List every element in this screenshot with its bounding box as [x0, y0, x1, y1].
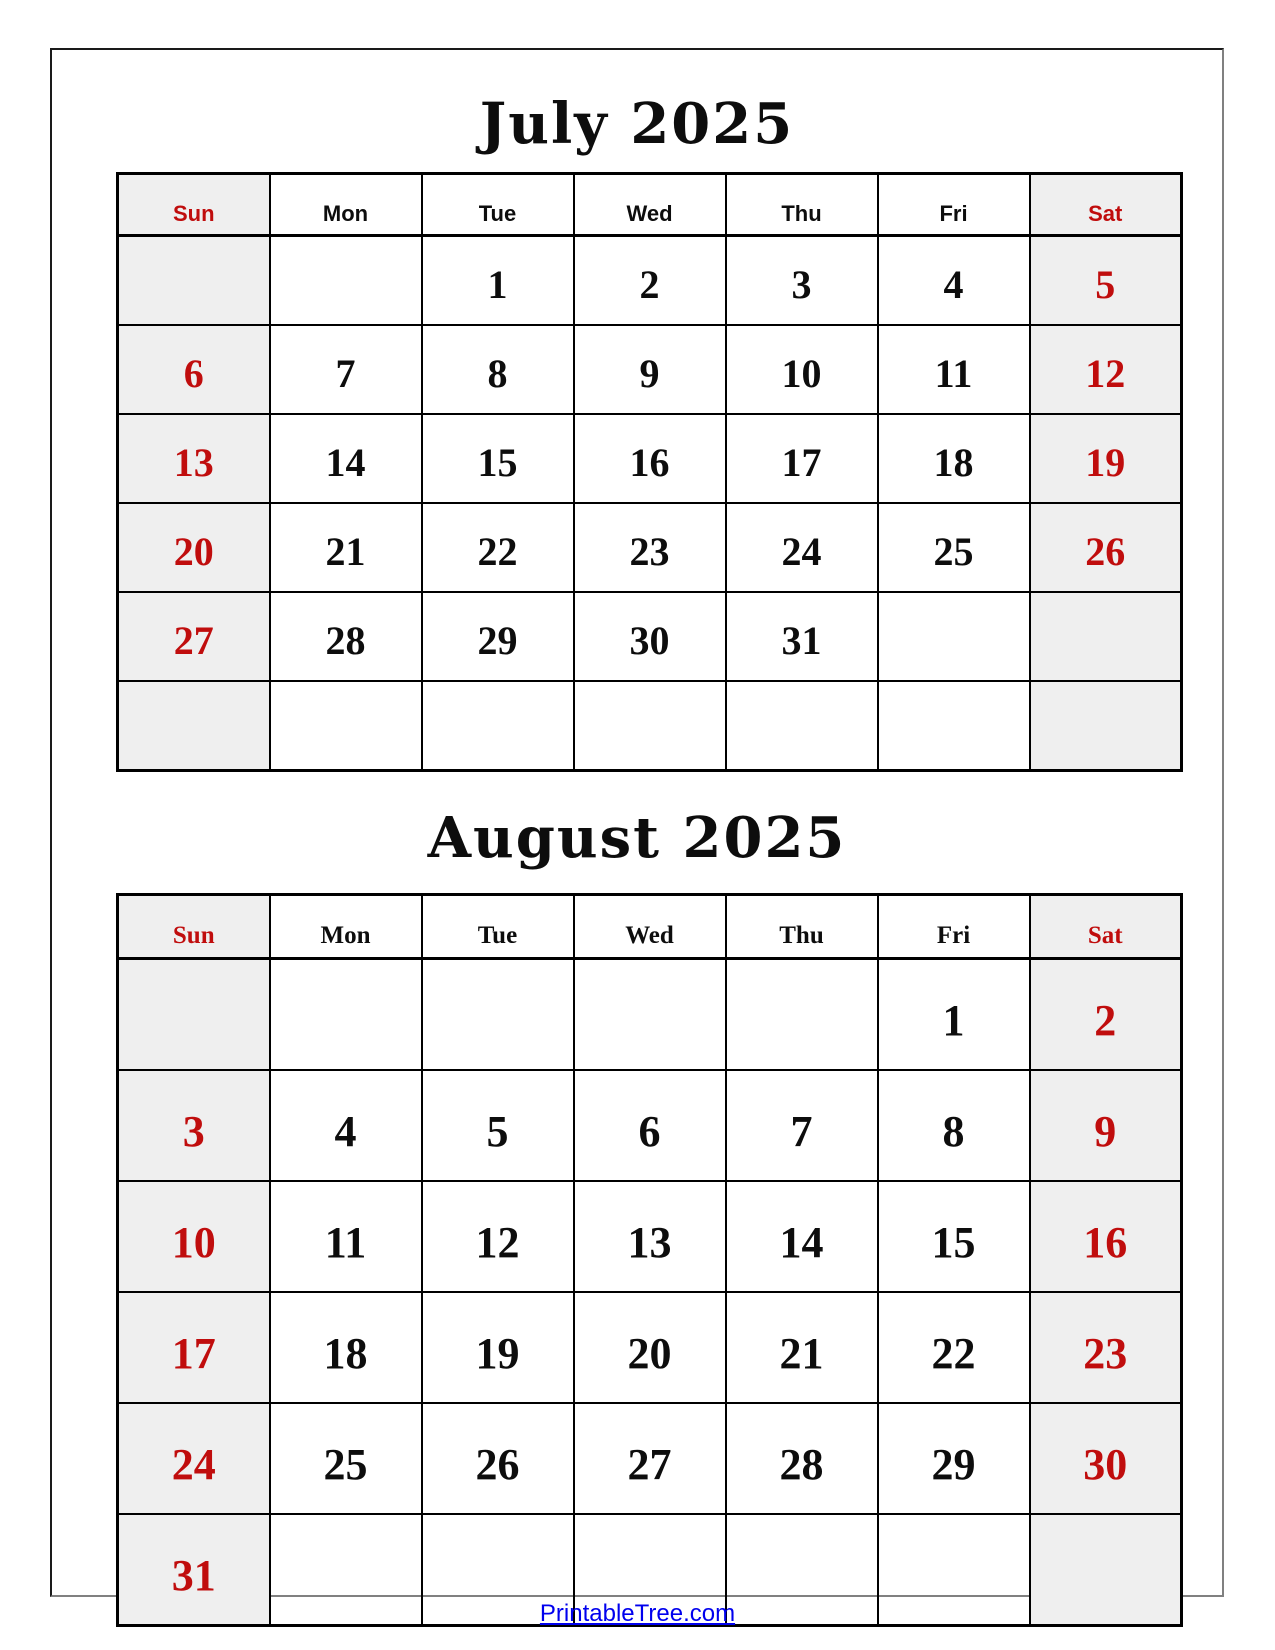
day-cell-2: 2 [1030, 959, 1182, 1071]
calendar-august [52, 772, 1222, 1628]
day-cell-7: 7 [270, 325, 422, 414]
day-cell-10: 10 [118, 1181, 270, 1292]
weekday-header-sun: Sun [118, 173, 270, 235]
day-cell-3: 3 [726, 235, 878, 325]
weekday-header-fri: Fri [878, 895, 1030, 959]
day-cell-empty [270, 235, 422, 325]
day-cell-5: 5 [1030, 235, 1182, 325]
day-cell-27: 27 [118, 592, 270, 681]
day-cell-empty [878, 592, 1030, 681]
month-title-july: July 2025 [479, 91, 795, 157]
day-cell-22: 22 [878, 1292, 1030, 1403]
week-row [118, 1292, 1182, 1403]
week-row [118, 592, 1182, 681]
weekday-header-wed: Wed [574, 173, 726, 235]
day-cell-11: 11 [878, 325, 1030, 414]
day-cell-26: 26 [1030, 503, 1182, 592]
day-cell-23: 23 [574, 503, 726, 592]
day-cell-12: 12 [1030, 325, 1182, 414]
day-cell-4: 4 [878, 235, 1030, 325]
calendar-table-august [116, 893, 1183, 1627]
week-row [118, 1181, 1182, 1292]
day-cell-empty [270, 681, 422, 771]
day-cell-29: 29 [422, 592, 574, 681]
day-cell-17: 17 [726, 414, 878, 503]
day-cell-21: 21 [270, 503, 422, 592]
day-cell-31: 31 [118, 1514, 270, 1626]
day-cell-empty [270, 959, 422, 1071]
day-cell-empty [422, 681, 574, 771]
day-cell-24: 24 [726, 503, 878, 592]
day-cell-4: 4 [270, 1070, 422, 1181]
calendar-july [52, 50, 1222, 772]
day-cell-6: 6 [574, 1070, 726, 1181]
week-row [118, 959, 1182, 1071]
calendar-body [118, 235, 1182, 770]
day-cell-empty [726, 681, 878, 771]
day-cell-5: 5 [422, 1070, 574, 1181]
weekday-header-sat: Sat [1030, 895, 1182, 959]
weekday-header-thu: Thu [726, 895, 878, 959]
day-cell-1: 1 [422, 235, 574, 325]
day-cell-30: 30 [574, 592, 726, 681]
calendar-table-july [116, 172, 1183, 772]
day-cell-25: 25 [270, 1403, 422, 1514]
day-cell-13: 13 [118, 414, 270, 503]
day-cell-14: 14 [726, 1181, 878, 1292]
weekday-header-wed: Wed [574, 895, 726, 959]
day-cell-8: 8 [878, 1070, 1030, 1181]
weekday-header-sat: Sat [1030, 173, 1182, 235]
month-title-august: August 2025 [427, 804, 847, 871]
weekday-header-sun: Sun [118, 895, 270, 959]
week-row [118, 235, 1182, 325]
day-cell-12: 12 [422, 1181, 574, 1292]
day-cell-13: 13 [574, 1181, 726, 1292]
day-cell-17: 17 [118, 1292, 270, 1403]
day-cell-21: 21 [726, 1292, 878, 1403]
day-cell-31: 31 [726, 592, 878, 681]
day-cell-6: 6 [118, 325, 270, 414]
week-row [118, 681, 1182, 771]
day-cell-3: 3 [118, 1070, 270, 1181]
weekday-header-mon: Mon [270, 895, 422, 959]
day-cell-27: 27 [574, 1403, 726, 1514]
weekday-header-fri: Fri [878, 173, 1030, 235]
day-cell-16: 16 [1030, 1181, 1182, 1292]
week-row [118, 1403, 1182, 1514]
day-cell-2: 2 [574, 235, 726, 325]
day-cell-26: 26 [422, 1403, 574, 1514]
day-cell-11: 11 [270, 1181, 422, 1292]
day-cell-24: 24 [118, 1403, 270, 1514]
weekday-header-thu: Thu [726, 173, 878, 235]
week-row [118, 1070, 1182, 1181]
day-cell-16: 16 [574, 414, 726, 503]
day-cell-empty [574, 959, 726, 1071]
footer-site-link[interactable]: PrintableTree.com [539, 1600, 736, 1627]
day-cell-20: 20 [574, 1292, 726, 1403]
day-cell-empty [574, 681, 726, 771]
footer [0, 1600, 1275, 1628]
day-cell-14: 14 [270, 414, 422, 503]
day-cell-19: 19 [422, 1292, 574, 1403]
weekday-header-row [118, 173, 1182, 235]
day-cell-10: 10 [726, 325, 878, 414]
week-row [118, 414, 1182, 503]
calendar-body [118, 959, 1182, 1626]
day-cell-23: 23 [1030, 1292, 1182, 1403]
weekday-header-tue: Tue [422, 895, 574, 959]
day-cell-empty [726, 959, 878, 1071]
day-cell-18: 18 [878, 414, 1030, 503]
day-cell-30: 30 [1030, 1403, 1182, 1514]
day-cell-1: 1 [878, 959, 1030, 1071]
day-cell-29: 29 [878, 1403, 1030, 1514]
day-cell-20: 20 [118, 503, 270, 592]
day-cell-28: 28 [726, 1403, 878, 1514]
day-cell-empty [118, 681, 270, 771]
day-cell-25: 25 [878, 503, 1030, 592]
day-cell-9: 9 [1030, 1070, 1182, 1181]
day-cell-22: 22 [422, 503, 574, 592]
weekday-header-tue: Tue [422, 173, 574, 235]
day-cell-empty [1030, 681, 1182, 771]
day-cell-empty [118, 235, 270, 325]
week-row [118, 325, 1182, 414]
day-cell-8: 8 [422, 325, 574, 414]
day-cell-15: 15 [878, 1181, 1030, 1292]
day-cell-7: 7 [726, 1070, 878, 1181]
calendar-page-frame [50, 48, 1224, 1600]
day-cell-18: 18 [270, 1292, 422, 1403]
day-cell-28: 28 [270, 592, 422, 681]
day-cell-15: 15 [422, 414, 574, 503]
day-cell-empty [878, 681, 1030, 771]
weekday-header-row [118, 895, 1182, 959]
weekday-header-mon: Mon [270, 173, 422, 235]
day-cell-9: 9 [574, 325, 726, 414]
week-row [118, 503, 1182, 592]
day-cell-empty [1030, 592, 1182, 681]
day-cell-empty [422, 959, 574, 1071]
day-cell-19: 19 [1030, 414, 1182, 503]
day-cell-empty [118, 959, 270, 1071]
